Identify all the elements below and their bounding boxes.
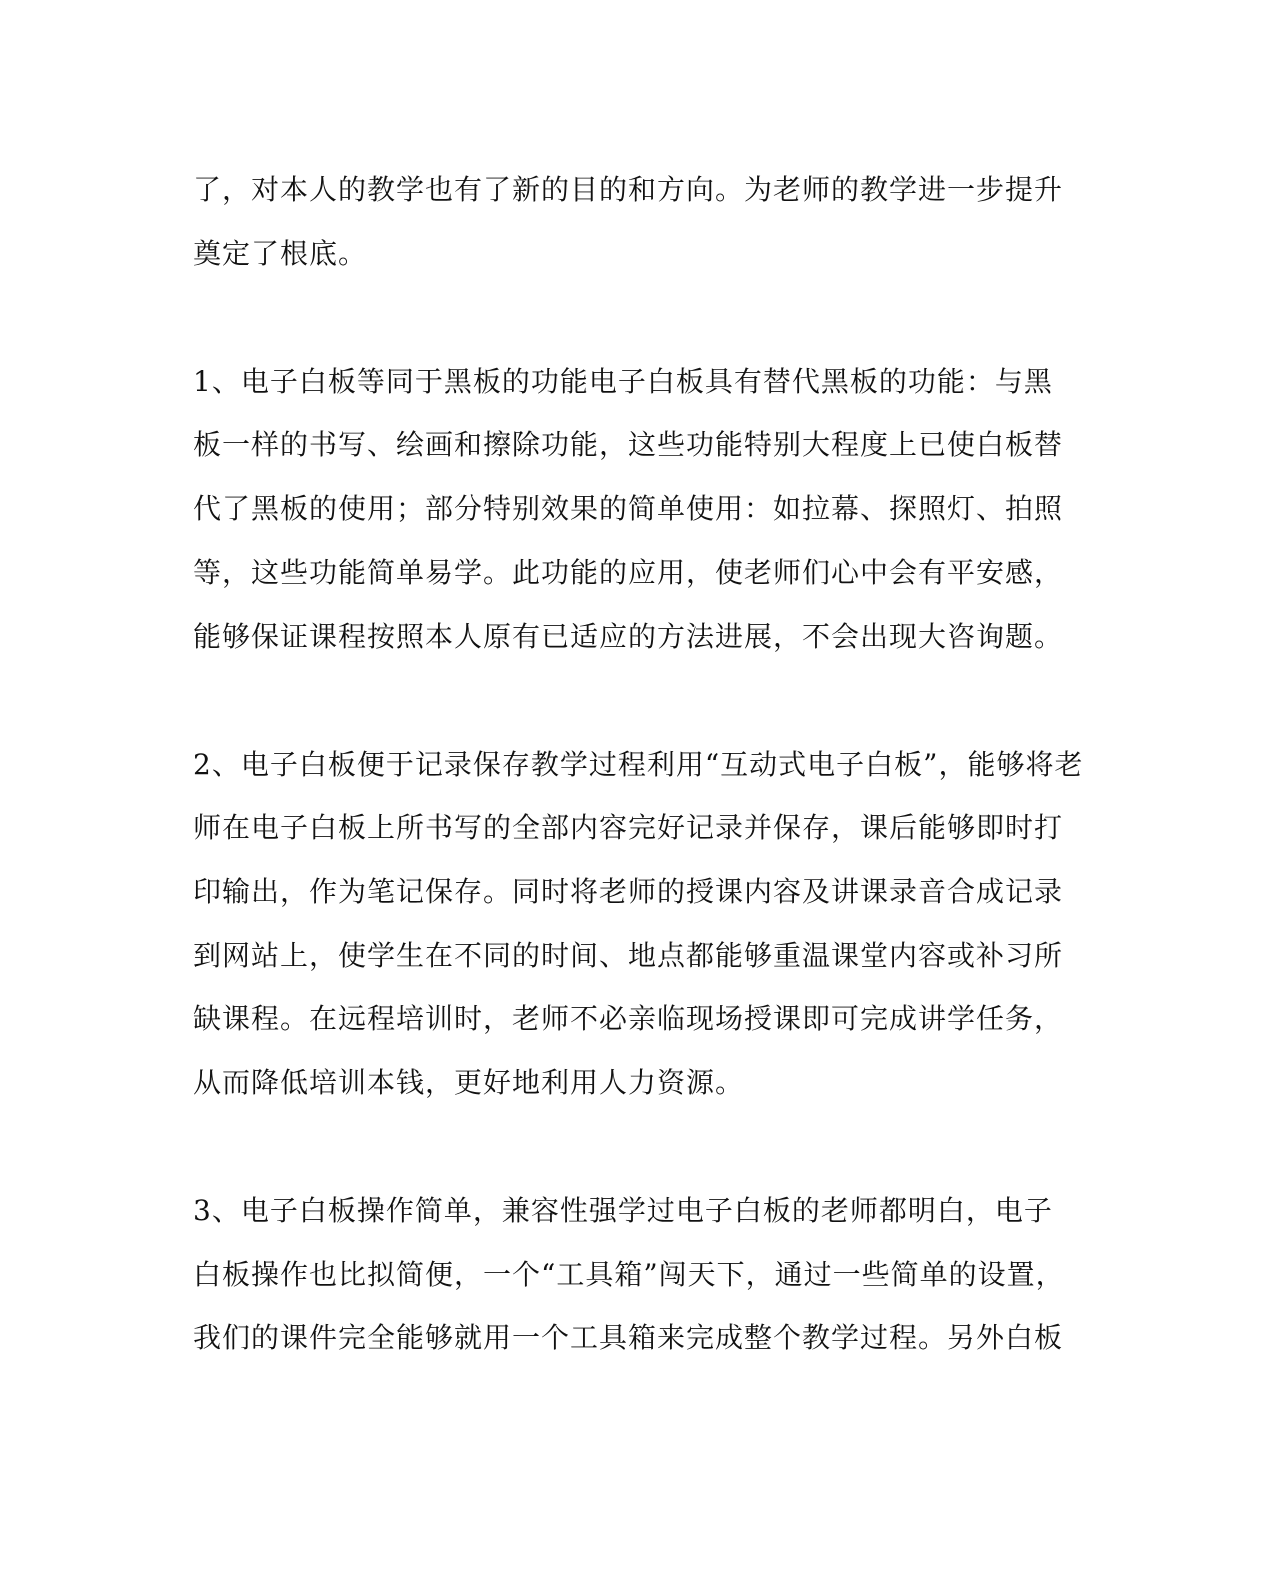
paragraph-2-line-3: 到网站上，使学生在不同的时间、地点都能够重温课堂内容或补习所 (193, 939, 1064, 972)
paragraph-2-line-1: 师在电子白板上所书写的全部内容完好记录并保存，课后能够即时打 (193, 811, 1064, 844)
paragraph-0-line-0: 了，对本人的教学也有了新的目的和方向。为老师的教学进一步提升 (193, 173, 1064, 206)
paragraph-2-line-0: 2、电子白板便于记录保存教学过程利用“互动式电子白板”，能够将老 (193, 748, 1084, 781)
paragraph-3-line-0: 3、电子白板操作简单，兼容性强学过电子白板的老师都明白，电子 (193, 1194, 1053, 1227)
paragraph-2-line-5: 从而降低培训本钱，更好地利用人力资源。 (193, 1066, 745, 1099)
paragraph-1-line-0: 1、电子白板等同于黑板的功能电子白板具有替代黑板的功能：与黑 (193, 365, 1053, 398)
paragraph-1-line-1: 板一样的书写、绘画和擦除功能，这些功能特别大程度上已使白板替 (193, 428, 1064, 461)
paragraph-2-line-2: 印输出，作为笔记保存。同时将老师的授课内容及讲课录音合成记录 (193, 875, 1064, 908)
paragraph-2-line-4: 缺课程。在远程培训时，老师不必亲临现场授课即可完成讲学任务， (193, 1002, 1064, 1035)
paragraph-1-line-2: 代了黑板的使用；部分特别效果的简单使用：如拉幕、探照灯、拍照 (193, 492, 1064, 525)
paragraph-1-line-3: 等，这些功能简单易学。此功能的应用，使老师们心中会有平安感， (193, 556, 1064, 589)
paragraph-0-line-1: 奠定了根底。 (193, 237, 368, 270)
paragraph-3-line-2: 我们的课件完全能够就用一个工具箱来完成整个教学过程。另外白板 (193, 1321, 1064, 1354)
paragraph-3-line-1: 白板操作也比拟简便，一个“工具箱”闯天下，通过一些简单的设置， (193, 1258, 1065, 1291)
paragraph-1-line-4: 能够保证课程按照本人原有已适应的方法进展，不会出现大咨询题。 (193, 620, 1064, 653)
